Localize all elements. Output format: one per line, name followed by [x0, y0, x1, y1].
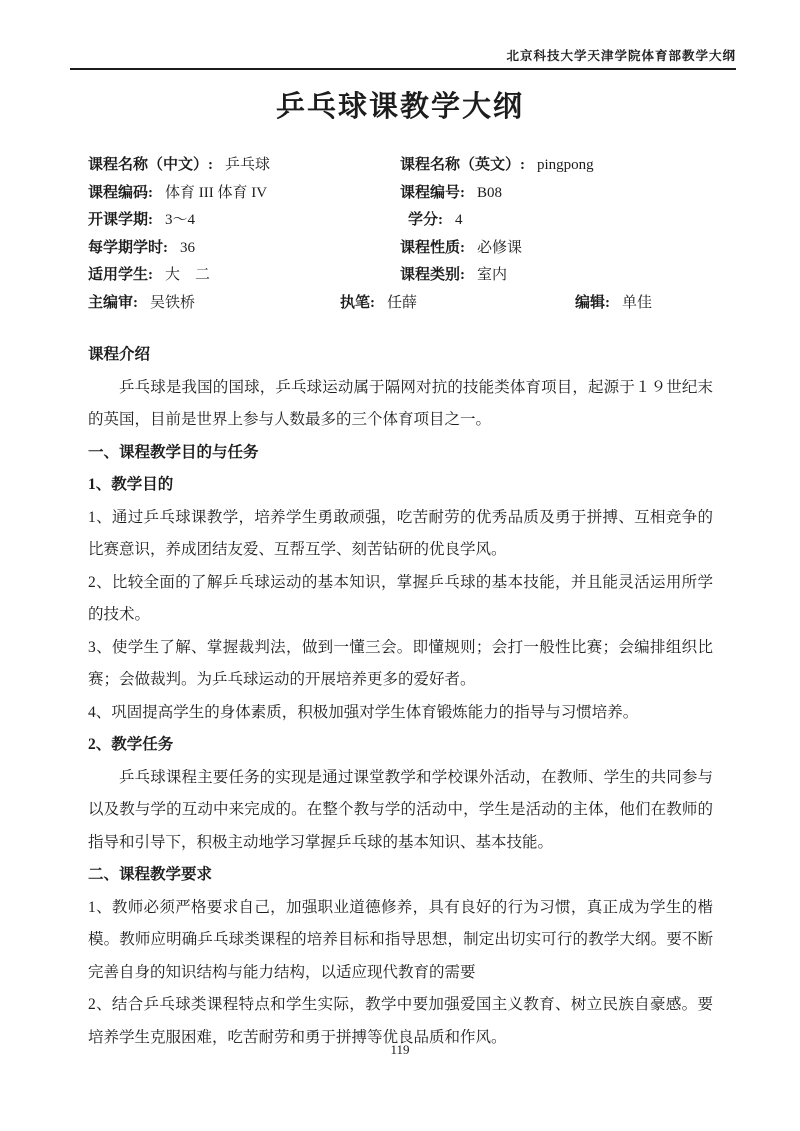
- header-rule: [70, 68, 736, 70]
- list-item-purpose-1: 1、通过乒乓球课教学，培养学生勇敢顽强，吃苦耐劳的优秀品质及勇于拼搏、互相竞争的比赛意识，养成团结友爱、互帮互学、刻苦钻研的优良学风。: [88, 508, 713, 558]
- subsection-heading-purpose: 1、教学目的: [88, 476, 174, 493]
- field-label-students: 适用学生:: [88, 267, 153, 283]
- meta-cell: [88, 291, 340, 312]
- list-item-purpose-2: 2、比较全面的了解乒乓球运动的基本知识，掌握乒乓球的基本技能，并且能灵活运用所学的技术。: [88, 573, 713, 623]
- list-item-purpose-4: 4、巩固提高学生的身体素质，积极加强对学生体育锻炼能力的指导与习惯培养。: [88, 703, 639, 721]
- field-label-course-name-cn: 课程名称（中文）:: [88, 157, 213, 173]
- field-label-credits: 学分:: [408, 212, 443, 228]
- meta-cell: [88, 208, 400, 229]
- field-value-editor: 单佳: [622, 294, 653, 311]
- list-item-requirement-2: 2、结合乒乓球类课程特点和学生实际，教学中要加强爱国主义教育、树立民族自豪感。要培养学生克服困难，吃苦耐劳和勇于拼搏等优良品质和作风。: [88, 996, 713, 1046]
- paragraph-tasks: 乒乓球课程主要任务的实现是通过课堂教学和学校课外活动，在教师、学生的共同参与以及教与学的互动中来完成的。在整个教与学的活动中，学生是活动的主体，他们在教师的指导和引导下，积极主动地学习掌握乒乓球的基本知识、基本技能。: [88, 768, 713, 851]
- paragraph-intro: 乒乓球是我国的国球，乒乓球运动属于隔网对抗的技能类体育项目，起源于１９世纪末的英国，目前是世界上参与人数最多的三个体育项目之一。: [88, 378, 713, 428]
- running-header-text: 北京科技大学天津学院体育部教学大纲: [506, 49, 736, 63]
- field-label-course-number: 课程编号:: [400, 184, 465, 201]
- field-value-hours: 36: [180, 239, 195, 256]
- field-value-writer: 任薛: [387, 294, 418, 311]
- subsection-heading-tasks: 2、教学任务: [88, 736, 174, 753]
- section-heading-goals: 一、课程教学目的与任务: [88, 443, 259, 461]
- field-label-semester: 开课学期:: [88, 212, 153, 228]
- field-label-hours: 每学期学时:: [88, 239, 168, 256]
- page-title: 乒乓球课教学大纲: [275, 91, 524, 123]
- list-item-requirement-1: 1、教师必须严格要求自己，加强职业道德修养，具有良好的行为习惯，真正成为学生的楷模。教师应明确乒乓球类课程的培养目标和指导思想，制定出切实可行的教学大纲。要不断完善自身的知识结构与能力结构，以适应现代教育的需要: [88, 898, 713, 981]
- section-heading-requirements: 二、课程教学要求: [88, 866, 213, 883]
- list-item-purpose-3: 3、使学生了解、掌握裁判法，做到一懂三会。即懂规则；会打一般性比赛；会编排组织比赛；会做裁判。为乒乓球运动的开展培养更多的爱好者。: [88, 638, 713, 688]
- field-label-course-category: 课程类别:: [400, 267, 465, 283]
- meta-row-hours: [88, 236, 722, 264]
- meta-cell: [88, 181, 400, 202]
- field-label-editor: 编辑:: [575, 294, 610, 311]
- meta-row-editors: [88, 291, 722, 319]
- field-value-course-category: 室内: [477, 267, 508, 283]
- meta-cell: [400, 181, 722, 202]
- field-value-semester: 3～4: [165, 212, 196, 228]
- field-label-course-name-en: 课程名称（英文）:: [400, 157, 525, 173]
- running-header: [70, 48, 736, 78]
- field-value-students: 大 二: [165, 267, 211, 283]
- page-number: 119: [390, 1042, 410, 1057]
- field-label-course-nature: 课程性质:: [400, 239, 465, 256]
- field-value-chief-reviewer: 吴铁桥: [150, 294, 196, 311]
- field-value-course-nature: 必修课: [477, 239, 523, 256]
- meta-cell: [88, 263, 400, 284]
- section-heading-intro: 课程介绍: [88, 346, 151, 363]
- meta-row-course-code: [88, 181, 722, 209]
- course-meta-block: [88, 153, 722, 318]
- meta-row-semester: [88, 208, 722, 236]
- field-value-course-code: 体育 III 体育 IV: [165, 184, 268, 201]
- field-value-course-name-cn: 乒乓球: [225, 157, 271, 173]
- field-value-course-name-en: pingpong: [537, 157, 594, 173]
- meta-cell: [400, 153, 722, 174]
- meta-row-students: [88, 263, 722, 291]
- meta-cell: [400, 263, 722, 284]
- document-body: [88, 339, 713, 1054]
- field-label-chief-reviewer: 主编审:: [88, 294, 138, 311]
- meta-cell: [400, 236, 722, 257]
- field-value-credits: 4: [455, 212, 463, 228]
- field-label-writer: 执笔:: [340, 294, 375, 311]
- meta-cell: [88, 153, 400, 174]
- field-label-course-code: 课程编码:: [88, 184, 153, 201]
- meta-cell: [340, 291, 575, 312]
- meta-cell: [575, 291, 722, 312]
- field-value-course-number: B08: [477, 184, 503, 201]
- meta-row-course-name: [88, 153, 722, 181]
- meta-cell: [400, 208, 722, 229]
- meta-cell: [88, 236, 400, 257]
